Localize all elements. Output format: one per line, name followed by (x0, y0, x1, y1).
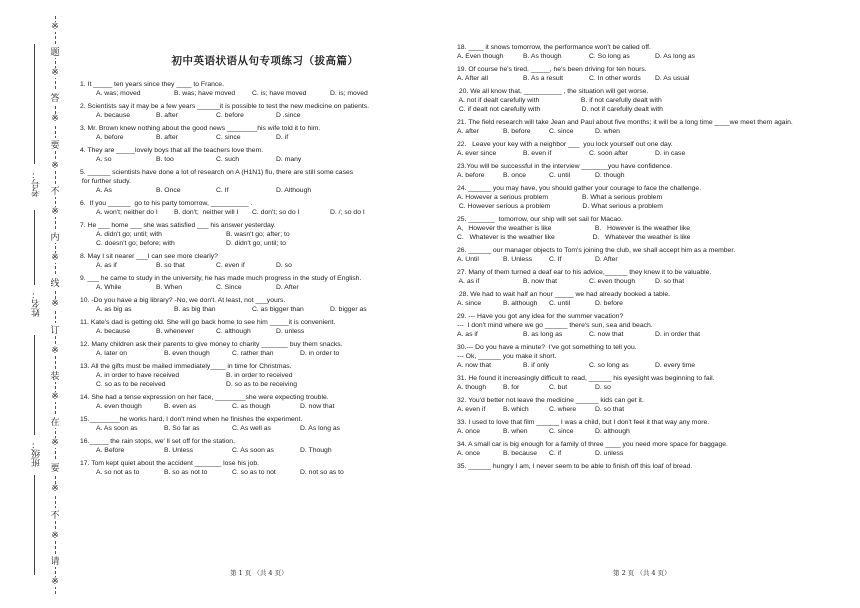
option: B. once (503, 172, 527, 179)
banji-line-bottom (34, 475, 36, 575)
option: B. wasn't go; after; to (226, 231, 290, 238)
option: C. before (216, 112, 244, 119)
option: D. Though (300, 447, 332, 454)
footer-page-1: 第 1 页 （共 4 页） (230, 569, 288, 577)
answer-options (457, 330, 852, 339)
option: B. When (156, 284, 183, 291)
binding-margin (0, 0, 78, 608)
question-text: 15.________he works hard, I don't mind when he finishes the experiment. (80, 416, 303, 423)
option: C. soon after (589, 150, 628, 157)
question-text: 18. ____ it snows tomorrow, the performance won't be called off. (457, 44, 651, 51)
question-line: A. not if dealt carefully with B. if not carefully dealt with (457, 97, 662, 104)
option: B. even though (164, 350, 210, 357)
option: D. As usual (655, 75, 690, 82)
option: A. even though (96, 403, 142, 410)
answer-options (80, 283, 450, 292)
option: B. now that (523, 278, 558, 285)
seal-char: 在 (49, 415, 61, 428)
question-text: 8. May I sit nearer ___I can see more clearly? (80, 253, 218, 260)
option: A. since (457, 300, 482, 307)
option: D. every time (655, 362, 696, 369)
seal-mark: ※ (49, 438, 61, 448)
option: D. As long as (300, 425, 341, 432)
option: D. when (595, 128, 620, 135)
option: D. so as to be receiving (226, 381, 298, 388)
option: B. if only (523, 362, 550, 369)
option: D. so (276, 262, 292, 269)
option: B. As a result (523, 75, 564, 82)
option: B. Unless (503, 256, 533, 263)
option: C. so as to be received (96, 381, 166, 388)
answer-options (80, 89, 450, 98)
seal-char: 答 (49, 91, 61, 104)
answer-options (457, 171, 852, 180)
answer-options (457, 361, 852, 370)
question-text: 5. ______ scientists have done a lot of research on A (H1N1) flu, there are still some cases for further study. (80, 169, 354, 185)
kaohao-line (34, 44, 36, 164)
option: D. though (595, 172, 625, 179)
option: C. since (549, 128, 574, 135)
option: D. now that (300, 403, 335, 410)
option: A. After all (457, 75, 488, 82)
option: A. didn't go; until; with (96, 231, 162, 238)
option: C. as bigger than (252, 306, 304, 313)
option: B. after (156, 112, 178, 119)
option: A. As (96, 187, 112, 194)
option: A. so not as to (96, 469, 140, 476)
option: C. don't; so do I (252, 209, 300, 216)
question-text: 35. ______ hungry I am, I never seem to be able to finish off this loaf of bread. (457, 463, 693, 470)
answer-options (80, 239, 450, 248)
option: C. As soon as (232, 447, 274, 454)
answer-options (457, 277, 852, 286)
footer-page-2: 第 2 页 （共 4 页） (613, 569, 671, 577)
option: D. After (595, 256, 618, 263)
option: D. many (276, 156, 302, 163)
option: B. was; have moved (174, 90, 236, 97)
question-text: 21. The field research will take Jean and Paul about five months; it will be a long time ____we meet them again. (457, 119, 793, 126)
option: D. After (276, 284, 299, 291)
seal-mark: ※ (49, 22, 61, 32)
answer-options (80, 230, 450, 239)
option: A. as big as (96, 306, 132, 313)
question-text: 27. Many of them turned a deaf ear to his advice,______ they knew it to be valuable. (457, 269, 712, 276)
seal-mark: ※ (49, 392, 61, 402)
option: A. ever since (457, 150, 497, 157)
option: C. since (216, 134, 241, 141)
option: D .since (276, 112, 301, 119)
option: C. is; have moved (252, 90, 307, 97)
question-text: 1. It _____ ten years since they ____ to France. (80, 81, 224, 88)
option: A. even if (457, 406, 486, 413)
option: C. In other words (589, 75, 641, 82)
option: B. too (156, 156, 174, 163)
question-text: 34. A small car is big enough for a family of three ____ you need more space for baggage. (457, 441, 728, 448)
seal-mark: ※ (49, 577, 61, 587)
option: D. didn't go; until; to (226, 240, 286, 247)
option: C. doesn't go; before; with (96, 240, 175, 247)
banji-line-top (34, 335, 36, 435)
answer-options (80, 424, 450, 433)
option: D. so (595, 384, 611, 391)
seal-char: 要 (49, 461, 61, 474)
option: D. before (595, 300, 623, 307)
seal-char: 装 (49, 369, 61, 382)
option: B. Once (156, 187, 181, 194)
answer-options (80, 327, 450, 336)
option: D. Although (276, 187, 312, 194)
option: B. don't; neither will I (174, 209, 239, 216)
right-column (457, 0, 852, 475)
answer-options (80, 133, 450, 142)
xingming-label: 姓名： (32, 290, 42, 317)
answer-options (457, 383, 852, 392)
option: D. if (276, 134, 289, 141)
option: C. If (216, 187, 229, 194)
option: A. as if (96, 262, 117, 269)
question-text: 28. We had to wait half an hour _____ we had already booked a table. (457, 291, 670, 298)
question-text: 25. _______ tomorrow, our ship will set sail for Macao. (457, 216, 623, 223)
option: C. until (549, 172, 571, 179)
option: D. is; moved (330, 90, 368, 97)
option: C. now that (589, 331, 624, 338)
question-text: 11. Kate's dad is getting old. She will go back home to see him _____it is convenient. (80, 319, 336, 326)
option: C. although (216, 328, 251, 335)
option: B. although (503, 300, 538, 307)
question-text: 4. They are _____lovely boys that all the teachers love them. (80, 147, 264, 154)
option: A. now that (457, 362, 492, 369)
option: A. as if (457, 278, 480, 285)
option: C. Since (216, 284, 242, 291)
answer-options (457, 127, 852, 136)
question-text: 30.--- Do you have a minute? I've got something to tell you. (457, 344, 637, 351)
question-text: 33. I used to love that film ______ I was a child, but I don't feel it that way any more. (457, 419, 710, 426)
question-text: 22. Leave your key with a neighbor ___ you lock yourself out one day. (457, 141, 673, 148)
option: D. bigger as (330, 306, 367, 313)
question-text: 24. ______ you may have, you should gather your courage to face the challenge. (457, 185, 702, 192)
option: C. as though (232, 403, 271, 410)
option: D. in order to (300, 350, 340, 357)
option: B. so that (156, 262, 185, 269)
option: C. so as to not (232, 469, 276, 476)
seal-char: 不 (49, 184, 61, 197)
left-column (80, 0, 450, 481)
option: B. as long as (523, 331, 563, 338)
option: B. even if (523, 150, 552, 157)
option: C. so long as (589, 362, 629, 369)
option: A. so (96, 156, 112, 163)
option: A. As soon as (96, 425, 138, 432)
option: D. so that (595, 406, 625, 413)
option: B. as big than (174, 306, 216, 313)
answer-options (457, 74, 852, 83)
question-line: C. However serious a problem D. What serious a problem (457, 203, 663, 210)
seal-mark: ※ (49, 68, 61, 78)
option: B. because (503, 450, 538, 457)
question-text: 12. Many children ask their parents to give money to charity _______ buy them snacks. (80, 341, 343, 348)
option: B. so as not to (164, 469, 208, 476)
answer-options (457, 427, 852, 436)
answer-options (80, 305, 450, 314)
answer-options (80, 371, 450, 380)
answer-options (457, 149, 852, 158)
question-line: --- I don't mind where we go ______ there's sun, sea and beach. (457, 322, 653, 329)
answer-options (80, 208, 450, 217)
option: B. Unless (164, 447, 194, 454)
question-text: 29. --- Have you got any idea for the summer vacation? (457, 313, 624, 320)
option: C. If (549, 256, 562, 263)
answer-options (80, 186, 450, 195)
question-line: --- Ok, ______ you make it short. (457, 353, 557, 360)
option: B. So far as (164, 425, 200, 432)
option: D. /; so do I (330, 209, 365, 216)
question-text: 6. If you ______ go to his party tomorrow, __________ . (80, 200, 253, 207)
question-text: 31. He found it increasingly difficult to read, ______ his eyesight was beginning to fail. (457, 375, 715, 382)
seal-mark: ※ (49, 346, 61, 356)
option: C. if (549, 450, 562, 457)
answer-options (80, 111, 450, 120)
seal-mark: ※ (49, 299, 61, 309)
question-text: 7. He ___ home ___ she was satisfied ___ his answer yesterday. (80, 222, 276, 229)
option: A. as if (457, 331, 478, 338)
seal-char: 订 (49, 323, 61, 336)
option: A. before (457, 172, 485, 179)
option: B. which (503, 406, 529, 413)
answer-options (457, 255, 852, 264)
option: A. later on (96, 350, 127, 357)
option: D. although (595, 428, 630, 435)
option: C. but (549, 384, 568, 391)
option: A. because (96, 328, 131, 335)
option: A. While (96, 284, 122, 291)
answer-options (80, 261, 450, 270)
option: C. until (549, 300, 571, 307)
question-text: 14. She had a tense expression on her face, ________she were expecting trouble. (80, 394, 329, 401)
option: C. rather than (232, 350, 274, 357)
option: A. after (457, 128, 479, 135)
option: D. in order that (655, 331, 700, 338)
banji-label: 班级： (32, 440, 42, 467)
option: D. not so as to (300, 469, 344, 476)
option: A. once (457, 428, 481, 435)
option: C. So long as (589, 53, 630, 60)
option: D. so that (655, 278, 685, 285)
option: A. won't; neither do I (96, 209, 158, 216)
seal-char: 内 (49, 230, 61, 243)
option: A. because (96, 112, 131, 119)
answer-options (80, 446, 450, 455)
option: B. before (503, 128, 531, 135)
question-text: 19. Of course he's tired. _____, he's been driving for ten hours. (457, 66, 647, 73)
answer-options (457, 299, 852, 308)
option: C. where (549, 406, 577, 413)
xingming-line (34, 210, 36, 285)
option: D. unless (276, 328, 305, 335)
question-text: 20. We all know that, __________ , the situation will get worse. (457, 88, 649, 95)
answer-options (457, 449, 852, 458)
option: B. when (503, 428, 528, 435)
question-line: C. Whatever is the weather like D. Whatever the weather is like (457, 234, 691, 241)
option: B. in order to received (226, 372, 293, 379)
seal-mark: ※ (49, 161, 61, 171)
option: D. unless (595, 450, 624, 457)
question-text: 3. Mr. Brown knew nothing about the good news ________his wife told it to him. (80, 125, 321, 132)
seal-mark: ※ (49, 114, 61, 124)
question-text: 10. -Do you have a big library? -No, we don't. At least, not ___yours. (80, 297, 286, 304)
seal-mark: ※ (49, 253, 61, 263)
option: B. As though (523, 53, 562, 60)
answer-options (80, 155, 450, 164)
question-line: A. However a serious problem B. What a serious problem (457, 194, 663, 201)
seal-char: 请 (49, 554, 61, 567)
seal-mark: ※ (49, 484, 61, 494)
option: C. even though (589, 278, 636, 285)
question-text: 9. ___ he came to study in the university, he has made much progress in the study of English. (80, 275, 362, 282)
seal-char: 线 (49, 276, 61, 289)
option: A. was; moved (96, 90, 141, 97)
option: A. Even though (457, 53, 504, 60)
answer-options (457, 405, 852, 414)
option: C. even if (216, 262, 245, 269)
option: A. before (96, 134, 124, 141)
kaohao-label: 考号： (32, 170, 42, 197)
question-text: 2. Scientists say it may be a few years ______it is possible to test the new medicine on patients. (80, 103, 370, 110)
option: B. even as (164, 403, 197, 410)
option: B. for (503, 384, 520, 391)
option: D. in case (655, 150, 686, 157)
answer-options (80, 402, 450, 411)
answer-options (80, 468, 450, 477)
option: B. after (156, 134, 178, 141)
question-line: C. if dealt not carefully with D. not if carefully dealt with (457, 106, 663, 113)
question-text: 16._____ the rain stops, we' ll set off for the station. (80, 438, 235, 445)
answer-options (80, 349, 450, 358)
question-text: 13. All the gifts must be mailed immediately____ in time for Christmas. (80, 363, 292, 370)
option: A. though (457, 384, 487, 391)
option: D. As long as (655, 53, 696, 60)
question-text: 23.You will be successful in the interview _______you have confidence. (457, 163, 673, 170)
answer-options (457, 52, 852, 61)
seal-char: 不 (49, 508, 61, 521)
question-text: 17. Tom kept quiet about the accident _______ lose his job. (80, 460, 259, 467)
question-line: A．However the weather is like B. However is the weather like (457, 225, 691, 232)
option: A. Until (457, 256, 479, 263)
seal-mark: ※ (49, 207, 61, 217)
option: B. whenever (156, 328, 194, 335)
option: C. since (549, 428, 574, 435)
seal-char: 题 (49, 45, 61, 58)
option: A. Before (96, 447, 125, 454)
question-text: 26. ______ our manager objects to Tom's joining the club, we shall accept him as a member. (457, 247, 736, 254)
option: C. As well as (232, 425, 271, 432)
option: C. such (216, 156, 240, 163)
question-text: 32. You'd better not leave the medicine ______ kids can get it. (457, 397, 644, 404)
option: A. once (457, 450, 481, 457)
page-title: 初中英语状语从句专项练习（拔高篇） (171, 55, 359, 67)
seal-mark: ※ (49, 531, 61, 541)
answer-options (80, 380, 450, 389)
seal-char: 要 (49, 138, 61, 151)
option: A. in order to have received (96, 372, 180, 379)
